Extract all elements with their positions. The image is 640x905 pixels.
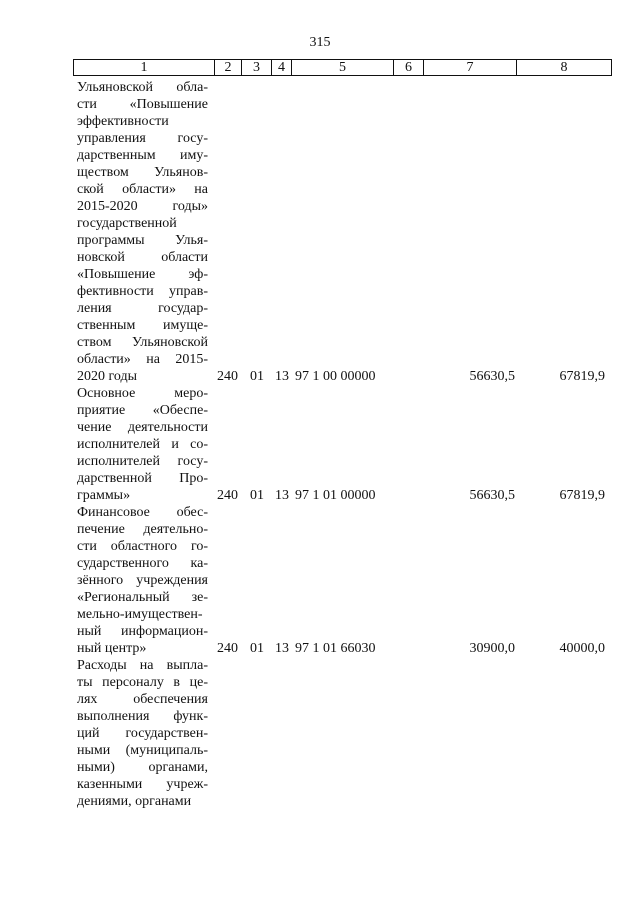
description-line: области» на 2015-	[77, 352, 208, 367]
description-line: ный информацион-	[77, 624, 208, 639]
description-line: исполнителей госу-	[77, 454, 208, 469]
cell-c3: 01	[250, 369, 264, 384]
column-header-7: 7	[424, 60, 517, 76]
row-description	[77, 504, 208, 657]
table-row	[0, 79, 640, 385]
cell-c5: 97 1 00 00000	[295, 369, 376, 384]
cell-c8: 40000,0	[559, 641, 605, 656]
description-line: сти областного го-	[77, 539, 208, 554]
description-line: сударственного ка-	[77, 556, 208, 571]
description-line: ственным имуще-	[77, 318, 208, 333]
description-line: ными) органами,	[77, 760, 208, 775]
description-line: Основное меро-	[77, 386, 208, 401]
page-number: 315	[309, 35, 331, 50]
description-line: «Повышение эф-	[77, 267, 208, 282]
row-values	[0, 368, 640, 385]
description-line: программы Улья-	[77, 233, 208, 248]
description-line: 2015-2020 годы»	[77, 199, 208, 214]
description-line: дениями, органами	[77, 794, 192, 809]
description-line: новской области	[77, 250, 208, 265]
description-line: ты персоналу в це-	[77, 675, 208, 690]
description-line: ными (муниципаль-	[77, 743, 208, 758]
row-description	[77, 79, 208, 385]
description-line: выполнения функ-	[77, 709, 208, 724]
description-line: приятие «Обеспе-	[77, 403, 208, 418]
description-line: Расходы на выпла-	[77, 658, 208, 673]
description-line: 2020 годы	[77, 369, 138, 384]
cell-c2: 240	[217, 641, 238, 656]
description-line: исполнителей и со-	[77, 437, 208, 452]
description-line: печение деятельно-	[77, 522, 208, 537]
row-values	[0, 487, 640, 504]
table-row	[0, 657, 640, 810]
description-line: фективности управ-	[77, 284, 208, 299]
cell-c8: 67819,9	[559, 488, 605, 503]
description-line: ством Ульяновской	[77, 335, 208, 350]
description-line: Финансовое обес-	[77, 505, 208, 520]
column-header-4: 4	[272, 60, 292, 76]
description-line: граммы»	[77, 488, 131, 503]
description-line: мельно-имуществен-	[77, 607, 203, 622]
description-line: государственной	[77, 216, 177, 231]
row-values	[0, 793, 640, 810]
column-header-8: 8	[517, 60, 612, 76]
table-row	[0, 504, 640, 657]
cell-c4: 13	[275, 369, 289, 384]
description-line: ций государствен-	[77, 726, 208, 741]
description-line: лях обеспечения	[77, 692, 208, 707]
cell-c3: 01	[250, 641, 264, 656]
column-header-row	[74, 60, 612, 76]
column-header-6: 6	[394, 60, 424, 76]
description-line: дарственной Про-	[77, 471, 208, 486]
column-header-5: 5	[292, 60, 394, 76]
description-line: ской области» на	[77, 182, 208, 197]
cell-c2: 240	[217, 488, 238, 503]
cell-c5: 97 1 01 66030	[295, 641, 376, 656]
cell-c3: 01	[250, 488, 264, 503]
row-values	[0, 640, 640, 657]
description-line: ления государ-	[77, 301, 208, 316]
row-description	[77, 657, 208, 810]
description-line: ный центр»	[77, 641, 147, 656]
column-header-3: 3	[242, 60, 272, 76]
column-header-2: 2	[215, 60, 242, 76]
description-line: зённого учреждения	[77, 573, 208, 588]
cell-c7: 30900,0	[469, 641, 515, 656]
description-line: ществом Ульянов-	[77, 165, 208, 180]
cell-c2: 240	[217, 369, 238, 384]
description-line: Ульяновской обла-	[77, 80, 208, 95]
column-header-1: 1	[74, 60, 215, 76]
cell-c5: 97 1 01 00000	[295, 488, 376, 503]
column-header-table	[73, 59, 612, 76]
cell-c7: 56630,5	[469, 488, 515, 503]
description-line: «Региональный зе-	[77, 590, 208, 605]
description-line: дарственным иму-	[77, 148, 208, 163]
description-line: эффективности	[77, 114, 169, 129]
table-body	[0, 79, 640, 810]
cell-c8: 67819,9	[559, 369, 605, 384]
description-line: казенными учреж-	[77, 777, 208, 792]
cell-c4: 13	[275, 488, 289, 503]
cell-c4: 13	[275, 641, 289, 656]
table-row	[0, 385, 640, 504]
cell-c7: 56630,5	[469, 369, 515, 384]
description-line: управления госу-	[77, 131, 208, 146]
description-line: чение деятельности	[77, 420, 208, 435]
description-line: сти «Повышение	[77, 97, 208, 112]
